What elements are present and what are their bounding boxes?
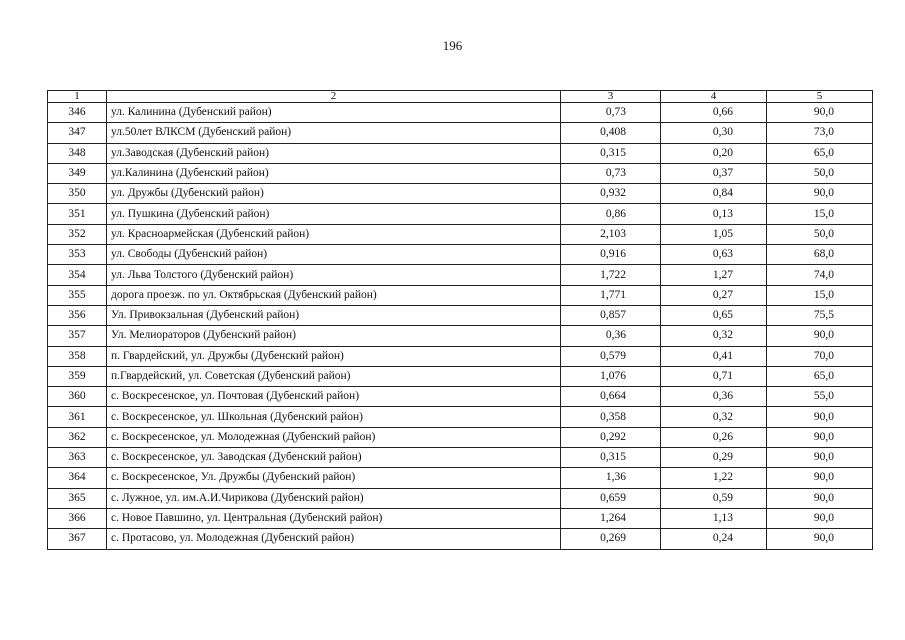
- value-col5-cell: 90,0: [767, 529, 873, 549]
- value-col5-cell: 90,0: [767, 407, 873, 427]
- column-header-2: 2: [107, 91, 561, 103]
- row-number-cell: 353: [48, 245, 107, 265]
- street-name-cell: ул. Калинина (Дубенский район): [107, 103, 561, 123]
- table-header-row: [48, 91, 873, 103]
- street-name-cell: с. Лужное, ул. им.А.И.Чирикова (Дубенский район): [107, 488, 561, 508]
- value-col4-cell: 0,27: [661, 285, 767, 305]
- value-col3-cell: 0,36: [561, 326, 661, 346]
- value-col4-cell: 0,37: [661, 163, 767, 183]
- street-name-cell: ул. Льва Толстого (Дубенский район): [107, 265, 561, 285]
- value-col4-cell: 0,71: [661, 366, 767, 386]
- value-col4-cell: 0,66: [661, 103, 767, 123]
- table-row: [48, 305, 873, 325]
- table-row: [48, 387, 873, 407]
- value-col5-cell: 75,5: [767, 305, 873, 325]
- value-col4-cell: 0,13: [661, 204, 767, 224]
- value-col3-cell: 0,315: [561, 143, 661, 163]
- value-col3-cell: 1,36: [561, 468, 661, 488]
- value-col4-cell: 0,41: [661, 346, 767, 366]
- value-col4-cell: 0,65: [661, 305, 767, 325]
- table-row: [48, 184, 873, 204]
- value-col3-cell: 1,771: [561, 285, 661, 305]
- table-body: [48, 103, 873, 550]
- value-col3-cell: 0,408: [561, 123, 661, 143]
- row-number-cell: 354: [48, 265, 107, 285]
- value-col3-cell: 0,73: [561, 103, 661, 123]
- value-col3-cell: 2,103: [561, 224, 661, 244]
- row-number-cell: 349: [48, 163, 107, 183]
- value-col4-cell: 0,30: [661, 123, 767, 143]
- row-number-cell: 358: [48, 346, 107, 366]
- table-row: [48, 508, 873, 528]
- row-number-cell: 367: [48, 529, 107, 549]
- table-row: [48, 285, 873, 305]
- street-name-cell: дорога проезж. по ул. Октябрьская (Дубенский район): [107, 285, 561, 305]
- value-col5-cell: 50,0: [767, 224, 873, 244]
- street-name-cell: п. Гвардейский, ул. Дружбы (Дубенский район): [107, 346, 561, 366]
- value-col5-cell: 65,0: [767, 366, 873, 386]
- street-name-cell: с. Воскресенское, ул. Школьная (Дубенский район): [107, 407, 561, 427]
- table-row: [48, 143, 873, 163]
- value-col3-cell: 0,932: [561, 184, 661, 204]
- table-row: [48, 245, 873, 265]
- table-row: [48, 488, 873, 508]
- value-col4-cell: 0,29: [661, 448, 767, 468]
- value-col3-cell: 0,292: [561, 427, 661, 447]
- street-name-cell: с. Новое Павшино, ул. Центральная (Дубенский район): [107, 508, 561, 528]
- street-name-cell: ул.Калинина (Дубенский район): [107, 163, 561, 183]
- row-number-cell: 365: [48, 488, 107, 508]
- value-col5-cell: 70,0: [767, 346, 873, 366]
- value-col3-cell: 0,664: [561, 387, 661, 407]
- value-col5-cell: 50,0: [767, 163, 873, 183]
- row-number-cell: 356: [48, 305, 107, 325]
- value-col5-cell: 90,0: [767, 508, 873, 528]
- row-number-cell: 355: [48, 285, 107, 305]
- table-row: [48, 204, 873, 224]
- value-col5-cell: 90,0: [767, 448, 873, 468]
- street-name-cell: ул. Пушкина (Дубенский район): [107, 204, 561, 224]
- table-row: [48, 468, 873, 488]
- value-col3-cell: 0,579: [561, 346, 661, 366]
- street-name-cell: ул. Свободы (Дубенский район): [107, 245, 561, 265]
- table-row: [48, 265, 873, 285]
- value-col3-cell: 1,264: [561, 508, 661, 528]
- value-col3-cell: 0,857: [561, 305, 661, 325]
- street-name-cell: ул.50лет ВЛКСМ (Дубенский район): [107, 123, 561, 143]
- row-number-cell: 360: [48, 387, 107, 407]
- value-col5-cell: 15,0: [767, 204, 873, 224]
- value-col5-cell: 90,0: [767, 326, 873, 346]
- street-name-cell: п.Гвардейский, ул. Советская (Дубенский район): [107, 366, 561, 386]
- value-col3-cell: 0,315: [561, 448, 661, 468]
- value-col5-cell: 74,0: [767, 265, 873, 285]
- value-col3-cell: 0,86: [561, 204, 661, 224]
- table-row: [48, 123, 873, 143]
- value-col4-cell: 0,84: [661, 184, 767, 204]
- table-row: [48, 427, 873, 447]
- value-col5-cell: 90,0: [767, 468, 873, 488]
- street-name-cell: Ул. Мелиораторов (Дубенский район): [107, 326, 561, 346]
- street-name-cell: ул. Дружбы (Дубенский район): [107, 184, 561, 204]
- value-col5-cell: 90,0: [767, 427, 873, 447]
- value-col3-cell: 0,659: [561, 488, 661, 508]
- value-col4-cell: 0,32: [661, 407, 767, 427]
- value-col3-cell: 0,73: [561, 163, 661, 183]
- row-number-cell: 346: [48, 103, 107, 123]
- value-col4-cell: 0,26: [661, 427, 767, 447]
- column-header-3: 3: [561, 91, 661, 103]
- street-name-cell: Ул. Привокзальная (Дубенский район): [107, 305, 561, 325]
- value-col3-cell: 1,722: [561, 265, 661, 285]
- street-name-cell: с. Воскресенское, ул. Почтовая (Дубенский район): [107, 387, 561, 407]
- value-col5-cell: 15,0: [767, 285, 873, 305]
- value-col3-cell: 1,076: [561, 366, 661, 386]
- value-col4-cell: 0,63: [661, 245, 767, 265]
- value-col4-cell: 1,27: [661, 265, 767, 285]
- table-row: [48, 529, 873, 549]
- value-col5-cell: 65,0: [767, 143, 873, 163]
- row-number-cell: 357: [48, 326, 107, 346]
- value-col5-cell: 68,0: [767, 245, 873, 265]
- table-row: [48, 163, 873, 183]
- value-col4-cell: 1,22: [661, 468, 767, 488]
- value-col3-cell: 0,916: [561, 245, 661, 265]
- row-number-cell: 350: [48, 184, 107, 204]
- table-row: [48, 326, 873, 346]
- row-number-cell: 352: [48, 224, 107, 244]
- value-col4-cell: 0,59: [661, 488, 767, 508]
- value-col4-cell: 0,24: [661, 529, 767, 549]
- row-number-cell: 348: [48, 143, 107, 163]
- value-col3-cell: 0,269: [561, 529, 661, 549]
- table-row: [48, 407, 873, 427]
- street-name-cell: с. Воскресенское, ул. Молодежная (Дубенский район): [107, 427, 561, 447]
- street-name-cell: с. Воскресенское, Ул. Дружбы (Дубенский район): [107, 468, 561, 488]
- street-name-cell: с. Протасово, ул. Молодежная (Дубенский район): [107, 529, 561, 549]
- street-name-cell: с. Воскресенское, ул. Заводская (Дубенский район): [107, 448, 561, 468]
- row-number-cell: 363: [48, 448, 107, 468]
- value-col5-cell: 90,0: [767, 184, 873, 204]
- value-col5-cell: 90,0: [767, 488, 873, 508]
- value-col4-cell: 1,13: [661, 508, 767, 528]
- row-number-cell: 359: [48, 366, 107, 386]
- value-col4-cell: 0,20: [661, 143, 767, 163]
- row-number-cell: 362: [48, 427, 107, 447]
- table-row: [48, 366, 873, 386]
- value-col3-cell: 0,358: [561, 407, 661, 427]
- row-number-cell: 351: [48, 204, 107, 224]
- row-number-cell: 361: [48, 407, 107, 427]
- table-row: [48, 103, 873, 123]
- value-col4-cell: 0,32: [661, 326, 767, 346]
- value-col5-cell: 55,0: [767, 387, 873, 407]
- row-number-cell: 366: [48, 508, 107, 528]
- value-col5-cell: 90,0: [767, 103, 873, 123]
- row-number-cell: 347: [48, 123, 107, 143]
- street-name-cell: ул. Красноармейская (Дубенский район): [107, 224, 561, 244]
- table-row: [48, 448, 873, 468]
- value-col4-cell: 1,05: [661, 224, 767, 244]
- column-header-4: 4: [661, 91, 767, 103]
- row-number-cell: 364: [48, 468, 107, 488]
- street-name-cell: ул.Заводская (Дубенский район): [107, 143, 561, 163]
- column-header-1: 1: [48, 91, 107, 103]
- column-header-5: 5: [767, 91, 873, 103]
- value-col4-cell: 0,36: [661, 387, 767, 407]
- table-row: [48, 224, 873, 244]
- value-col5-cell: 73,0: [767, 123, 873, 143]
- table-row: [48, 346, 873, 366]
- page-number: 196: [442, 38, 463, 53]
- road-data-table: [47, 90, 873, 550]
